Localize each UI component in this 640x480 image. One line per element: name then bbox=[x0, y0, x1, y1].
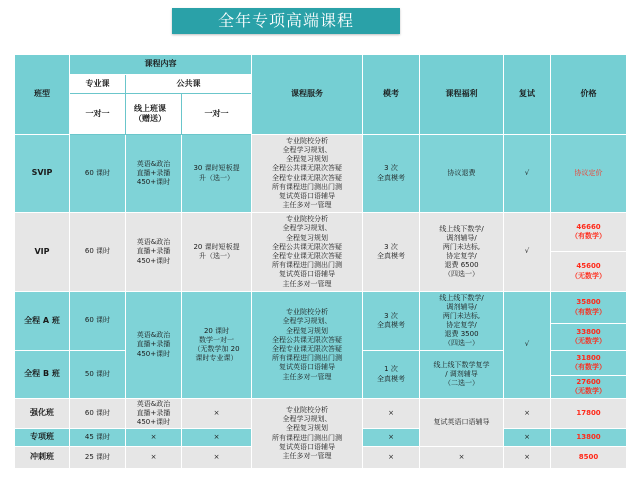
strengthen-online-course: 英语&政治 直播+录播 450+课时 bbox=[126, 399, 182, 429]
header-price: 价格 bbox=[551, 55, 627, 135]
svip-online-course: 英语&政治 直播+录播 450+课时 bbox=[126, 135, 182, 213]
full-a-price-without-math: 33800 （无数学） bbox=[551, 324, 627, 351]
vip-mock: 3 次 全真模考 bbox=[363, 213, 420, 292]
full-b-major-hours: 50 课时 bbox=[70, 351, 126, 399]
full-ab-online-course: 英语&政治 直播+录播 450+课时 bbox=[126, 292, 182, 399]
strengthen-major-hours: 60 课时 bbox=[70, 399, 126, 429]
vip-price-without-math: 45600 （无数学） bbox=[551, 252, 627, 292]
header-online-gift: 线上班课 （赠送） bbox=[126, 94, 182, 135]
vip-retest: √ bbox=[504, 213, 551, 292]
svip-price: 协议定价 bbox=[551, 135, 627, 213]
sprint-major-hours: 25 课时 bbox=[70, 447, 126, 469]
strengthen-price: 17800 bbox=[551, 399, 627, 429]
row-name-full-b: 全程 B 班 bbox=[15, 351, 70, 399]
full-b-benefit: 线上线下数学复学 / 调剂辅导 （二选一） bbox=[420, 351, 504, 399]
special-price: 13800 bbox=[551, 429, 627, 447]
svip-mock: 3 次 全真模考 bbox=[363, 135, 420, 213]
header-course-content: 课程内容 bbox=[70, 55, 252, 75]
row-name-special: 专项班 bbox=[15, 429, 70, 447]
vip-major-hours: 60 课时 bbox=[70, 213, 126, 292]
full-b-mock: 1 次 全真模考 bbox=[363, 351, 420, 399]
vip-service: 专业院校分析 全程学习规划、 全程复习规划 全程公共课无限次答疑 全程专业课无限次答疑 所有课程进门测出门测 复试英语口语辅导 主任多对一管理 bbox=[252, 213, 363, 292]
header-major-one-on-one: 一对一 bbox=[70, 94, 126, 135]
svip-benefit: 协议退费 bbox=[420, 135, 504, 213]
svip-retest: √ bbox=[504, 135, 551, 213]
header-class-type: 班型 bbox=[15, 55, 70, 135]
row-name-vip: VIP bbox=[15, 213, 70, 292]
sprint-retest: × bbox=[504, 447, 551, 469]
sprint-price: 8500 bbox=[551, 447, 627, 469]
full-a-major-hours: 60 课时 bbox=[70, 292, 126, 351]
vip-online-course: 英语&政治 直播+录播 450+课时 bbox=[126, 213, 182, 292]
svip-public-one-on-one: 30 课时短板提 升（选一） bbox=[182, 135, 252, 213]
header-mock-exam: 模考 bbox=[363, 55, 420, 135]
special-major-hours: 45 课时 bbox=[70, 429, 126, 447]
full-a-benefit: 线上线下数学/ 调剂辅导/ 两门未达标, 协定复学/ 退费 3500 （四选一） bbox=[420, 292, 504, 351]
full-ab-service: 专业院校分析 全程学习规划、 全程复习规划 全程公共课无限次答疑 全程专业课无限次答疑 所有课程进门测出门测 复试英语口语辅导 主任多对一管理 bbox=[252, 292, 363, 399]
strengthen-mock: × bbox=[363, 399, 420, 429]
row-name-svip: SVIP bbox=[15, 135, 70, 213]
header-major: 专业课 bbox=[70, 75, 126, 94]
svip-major-hours: 60 课时 bbox=[70, 135, 126, 213]
vip-benefit: 线上线下数学/ 调剂辅导/ 两门未达标, 协定复学/ 退费 6500 （四选一） bbox=[420, 213, 504, 292]
strengthen-public-one-on-one: × bbox=[182, 399, 252, 429]
special-mock: × bbox=[363, 429, 420, 447]
full-a-price-with-math: 35800 （有数学） bbox=[551, 292, 627, 324]
vip-public-one-on-one: 20 课时短板提 升（选一） bbox=[182, 213, 252, 292]
full-ab-retest: √ bbox=[504, 292, 551, 399]
header-public-one-on-one: 一对一 bbox=[182, 94, 252, 135]
full-b-price-without-math: 27600 （无数学） bbox=[551, 376, 627, 399]
row-name-strengthen: 强化班 bbox=[15, 399, 70, 429]
sprint-mock: × bbox=[363, 447, 420, 469]
vip-price-with-math: 46660 （有数学） bbox=[551, 213, 627, 252]
header-service: 课程服务 bbox=[252, 55, 363, 135]
header-benefits: 课程福利 bbox=[420, 55, 504, 135]
strengthen-retest: × bbox=[504, 399, 551, 429]
lower-benefit: 复试英语口语辅导 bbox=[420, 399, 504, 447]
sprint-public-one-on-one: × bbox=[182, 447, 252, 469]
full-ab-public-one-on-one: 20 课时 数学一对一 （无数学加 20 课时专业课） bbox=[182, 292, 252, 399]
sprint-benefit: × bbox=[420, 447, 504, 469]
special-online-course: × bbox=[126, 429, 182, 447]
header-public: 公共课 bbox=[126, 75, 252, 94]
svip-service: 专业院校分析 全程学习规划、 全程复习规划 全程公共课无限次答疑 全程专业课无限次答疑 所有课程进门测出门测 复试英语口语辅导 主任多对一管理 bbox=[252, 135, 363, 213]
header-retest: 复试 bbox=[504, 55, 551, 135]
special-retest: × bbox=[504, 429, 551, 447]
full-a-mock: 3 次 全真模考 bbox=[363, 292, 420, 351]
sprint-online-course: × bbox=[126, 447, 182, 469]
row-name-full-a: 全程 A 班 bbox=[15, 292, 70, 351]
page-title: 全年专项高端课程 bbox=[172, 8, 400, 34]
course-table bbox=[14, 54, 627, 469]
special-public-one-on-one: × bbox=[182, 429, 252, 447]
lower-service: 专业院校分析 全程学习规划、 全程复习规划 所有课程进门测出门测 复试英语口语辅导 主任多对一管理 bbox=[252, 399, 363, 469]
full-b-price-with-math: 31800 （有数学） bbox=[551, 351, 627, 376]
row-name-sprint: 冲刺班 bbox=[15, 447, 70, 469]
